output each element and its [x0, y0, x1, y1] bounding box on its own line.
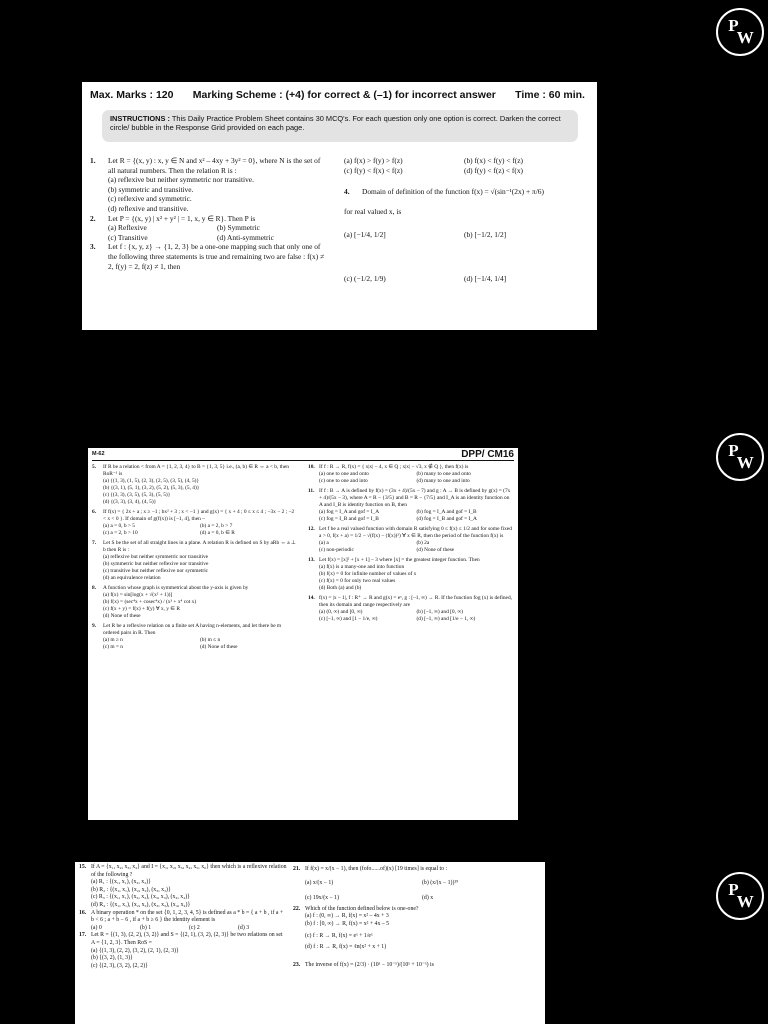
option[interactable]: (a) {(1, 3), (1, 5), (2, 3), (2, 5), (3, 5), (4, 5)}: [103, 478, 200, 484]
option[interactable]: (b) [−1/2, 1/2]: [464, 230, 507, 240]
question-21: 21. If f(x) = x/(x − 1), then (fofo......of)(x) [19 times] is equal to : (a) x/(x − 1) (b) (x/(x − 1))¹⁹ (c) 19x/(x − 1) (d) x: [293, 866, 539, 903]
option[interactable]: (c) f : R → R, f(x) = eˣ + 1/eˣ: [305, 932, 373, 939]
option[interactable]: (c) reflexive and symmetric.: [108, 194, 192, 204]
option[interactable]: (d) fog = I_B and gof = I_A: [416, 516, 477, 522]
logo-letter-w: W: [736, 453, 752, 472]
option[interactable]: (d) f(y) < f(z) < f(x): [464, 165, 524, 175]
option[interactable]: (a) f(x) is a many-one and into function: [319, 564, 405, 570]
option[interactable]: (a) fog = I_A and gof = I_A: [319, 509, 380, 515]
question-3-options: [344, 156, 584, 175]
option[interactable]: (a) one to one and onto: [319, 471, 369, 477]
option[interactable]: (b) 1: [140, 924, 152, 931]
option[interactable]: (b) many to one and onto: [416, 471, 471, 477]
question-7: 7. Let S be the set of all straight lines in a plane. A relation R is defined on S by aRb ⇔ a ⊥ b then R is : (a) reflexive but neither symmetric nor transitive (b) symmetric but neither reflexive nor transitive (c) transitive but neither reflexive nor symmetric (d) an equivalence relation: [92, 540, 296, 581]
instructions-box: [102, 110, 578, 142]
page2-right-column: [308, 464, 514, 623]
option[interactable]: (b) symmetric but neither reflexive nor transitive: [103, 561, 209, 567]
option[interactable]: (b) f(x) = (sec⁴x + cosec⁴x) / (x³ + x⁴ cot x): [103, 599, 197, 605]
option[interactable]: (a) (0, ∞) and [0, ∞): [319, 609, 363, 615]
option[interactable]: (b) R₂ : {(x₁, x₁), (x₂, x₂), (x₃, x₃)}: [91, 886, 171, 893]
option[interactable]: (c) (−1/2, 1/9): [344, 273, 386, 283]
option[interactable]: (a) 0: [91, 924, 102, 931]
dpp-title: DPP/ CM16: [461, 449, 514, 460]
option[interactable]: (d) Both (a) and (b): [319, 585, 362, 591]
header-row: [90, 89, 585, 101]
page-code: M-62: [92, 451, 105, 457]
logo-letter-p: P: [728, 880, 737, 899]
option[interactable]: (a) a: [319, 540, 329, 546]
pw-logo-icon: [716, 8, 764, 56]
option[interactable]: (c) fog = I_B and gof = I_B: [319, 516, 379, 522]
option[interactable]: (a) {(1, 3), (2, 2), (3, 2), (2, 1), (2, 3)}: [91, 947, 179, 954]
option[interactable]: (d) Anti-symmetric: [217, 232, 274, 242]
question-8: 8. A function whose graph is symmetrical about the y-axis is given by (a) f(x) = sin[log(x + √(x² + 1))] (b) f(x) = (sec⁴x + cosec⁴x) / (x³ + x⁴ cot x) (c) f(x + y) = f(x) + f(y) ∀ x, y ∈ R (d) None of these: [92, 585, 297, 620]
option[interactable]: (d) None of these: [416, 547, 455, 553]
option[interactable]: (c) f(x + y) = f(x) + f(y) ∀ x, y ∈ R: [103, 606, 180, 612]
instructions-label: INSTRUCTIONS :: [110, 114, 170, 123]
option[interactable]: (b) {(3, 1), (5, 1), (3, 2), (5, 2), (5, 3), (5, 4)}: [103, 485, 200, 491]
page1-left-column: [90, 156, 326, 271]
option[interactable]: (c) a = 2, b > 10: [103, 530, 138, 536]
page3-right-column: [293, 866, 539, 969]
logo-letter-w: W: [736, 892, 752, 911]
question-2: 2. Let P = {(x, y) | x² + y² | = 1, x, y ∈ R}. Then P is (a) Reflexive (b) Symmetric (c) Transitive (d) Anti-symmetric: [90, 214, 326, 243]
option[interactable]: (c) [–1, ∞) and [1 − 1/e, ∞): [319, 616, 378, 622]
option[interactable]: (c) m = n: [103, 644, 123, 650]
option[interactable]: (a) a = 0, b > 5: [103, 523, 135, 529]
option[interactable]: (d) 3: [238, 924, 250, 931]
option[interactable]: (b) (x/(x − 1))¹⁹: [422, 879, 459, 886]
option[interactable]: (d) None of these: [103, 613, 141, 619]
option[interactable]: (b) {(3, 2), (1, 3)}: [91, 955, 133, 962]
option[interactable]: (b) f(x) = 0 for infinite number of values of x: [319, 571, 417, 577]
marking-scheme: Marking Scheme : (+4) for correct & (–1) for incorrect answer: [192, 89, 496, 101]
option[interactable]: (a) Reflexive: [108, 223, 147, 233]
option[interactable]: (a) m ≥ n: [103, 637, 123, 643]
question-14: 14. f(x) = |x – 1|, f : R⁺ → R and g(x) = eˣ, g : [–1, ∞) → R. If the function fog (x) is defined, then its domain and range respectively are (a) (0, ∞) and [0, ∞) (b) [–1, ∞) and [0, ∞) (c) [–1, ∞) and [1 − 1/e, ∞) (d) [–1, ∞) and [1/e − 1, ∞): [308, 595, 512, 622]
question-10: 10. If f : R → R, f(x) = { x|x| − 4, x ∈ Q ; x|x| − √3, x ∉ Q }, then f(x) is (a) one to one and onto (b) many to one and onto (c) one to one and into (d) many to one and into: [308, 464, 514, 485]
option[interactable]: (a) f(x) = sin[log(x + √(x² + 1))]: [103, 592, 173, 598]
option[interactable]: (a) [−1/4, 1/2]: [344, 230, 386, 240]
option[interactable]: (b) symmetric and transitive.: [108, 184, 194, 194]
question-3: 3. Let f : {x, y, z} → {1, 2, 3} be a one-one mapping such that only one of the following three statements is true and remaining two are false : f(x) ≠ 2, f(y) = 2, f(z) ≠ 1, then: [90, 242, 325, 271]
question-13: 13. Let f(x) = [x]² + [x + 1] – 3 where [x] = the greatest integer function. Then (a) f(x) is a many-one and into function (b) f(x) = 0 for infinite number of values of x (c) f(x) = 0 for only two real values (d) Both (a) and (b): [308, 557, 514, 592]
option[interactable]: (c) non-periodic: [319, 547, 354, 553]
option[interactable]: (d) reflexive and transitive.: [108, 203, 189, 213]
pw-logo-icon: [716, 433, 764, 481]
option[interactable]: (c) f(x) = 0 for only two real values: [319, 578, 396, 584]
option[interactable]: (b) Symmetric: [217, 223, 260, 233]
logo-letter-p: P: [728, 441, 737, 460]
option[interactable]: (b) 2a: [416, 540, 430, 546]
option[interactable]: (b) f(x) < f(y) < f(z): [464, 156, 524, 165]
option[interactable]: (d) [−1/4, 1/4]: [464, 273, 507, 283]
page-1: [82, 82, 597, 330]
option[interactable]: (a) R₁ : {(x₁, x₁), (x₂, x₂)}: [91, 879, 151, 886]
question-5: 5. If R be a relation < from A = {1, 2, 3, 4} to B = {1, 3, 5} i.e., (a, b) ∈ R ⇔ a < b, then RoR⁻¹ is (a) {(1, 3), (1, 5), (2, 3), (2, 5), (3, 5), (4, 5)} (b) {(3, 1), (5, 1), (3, 2), (5, 2), (5, 3), (5, 4)} (c) {(3, 3), (3, 5), (5, 3), (5, 5)} (d) {(3, 3), (3, 4), (4, 5)}: [92, 464, 297, 506]
question-17: 17. Let R = {(1, 3), (2, 2), (3, 2)} and S = {(2, 1), (3, 2), (2, 3)} be two relations on set A = {1, 2, 3}. Then RoS = (a) {(1, 3), (2, 2), (3, 2), (2, 1), (2, 3)} (b) {(3, 2), (1, 3)} (c) {(2, 3), (3, 2), (2, 2)}: [79, 932, 287, 970]
time-limit: Time : 60 min.: [515, 89, 585, 101]
option[interactable]: (d) x: [422, 895, 434, 902]
logo-letter-p: P: [728, 16, 737, 35]
question-23: 23. The inverse of f(x) = (2/3) · (10ˣ − 10⁻ˣ)/(10ˣ + 10⁻ˣ) is: [293, 961, 434, 968]
question-4: 4. Domain of definition of the function f(x) = √(sin⁻¹(2x) + π/6) for real valued x, is (a) [−1/4, 1/2] (b) [−1/2, 1/2] (c) (−1/2, 1/9) (d) [−1/4, 1/4]: [344, 187, 584, 283]
option[interactable]: (b) a = 2, b > 7: [200, 523, 233, 529]
option[interactable]: (c) 2: [189, 924, 200, 931]
option[interactable]: (c) R₃ : {(x₁, x₁), (x₂, x₂), (x₃, x₃), (x₄, x₄)}: [91, 894, 190, 901]
page-2: [88, 448, 518, 820]
option[interactable]: (d) {(3, 3), (3, 4), (4, 5)}: [103, 499, 157, 505]
logo-letter-w: W: [736, 28, 752, 47]
option[interactable]: (a) f : (0, ∞) → R, f(x) = x² – 4x + 3: [305, 913, 389, 920]
question-22: 22. Which of the function defined below is one-one? (a) f : (0, ∞) → R, f(x) = x² – 4x + 3 (b) f : [0, ∞) → R, f(x) = x² + 4x – 5 (c) f : R → R, f(x) = eˣ + 1/eˣ (d) f : R → R, f(x) = ℓn(x² + x + 1): [293, 906, 539, 952]
question-1: 1. Let R = {(x, y) : x, y ∈ N and x² – 4xy + 3y² = 0}, where N is the set of all natural numbers. Then the relation R is : (a) reflexive but neither symmetric nor transitive. (b) symmetric and transitive. (c) reflexive and symmetric. (d) reflexive and transitive.: [90, 156, 326, 214]
question-15: 15. If A = {x₁, x₂, x₃, x₄} and I = {x₁, x₂, x₃, x₄, x₅, x₆} then which is a reflexive relation of the following ? (a) R₁ : {(x₁, x₁), (x₂, x₂)} (b) R₂ : {(x₁, x₁), (x₂, x₂), (x₃, x₃)} (c) R₃ : {(x₁, x₁), (x₂, x₂), (x₃, x₃), (x₄, x₄)} (d) R₄ : {(x₁, x₁), (x₂, x₂), (x₃, x₃), (x₄, x₄)}: [79, 864, 287, 908]
option[interactable]: (d) a = 0, b ∈ R: [200, 530, 235, 536]
option[interactable]: (c) {(3, 3), (3, 5), (5, 3), (5, 5)}: [103, 492, 171, 498]
option[interactable]: (b) [–1, ∞) and [0, ∞): [416, 609, 463, 615]
option[interactable]: (a) reflexive but neither symmetric nor transitive.: [108, 175, 254, 185]
question-11: 11. If f : B → A is defined by f(x) = (3x + 4)/(5x − 7) and g : A → B is defined by g(x) = (7x + 4)/(5x − 3), where A = R − {3/5} and B = R − {7/5} and I_A is an identity function on A and I_B is identity function on B, then (a) fog = I_A and gof = I_A (b) fog = I_A and gof = I_B (c) fog = I_B and gof = I_B (d) fog = I_B and gof = I_A: [308, 488, 514, 523]
option[interactable]: (a) f(x) > f(y) > f(z): [344, 156, 403, 165]
option[interactable]: (d) an equivalence relation: [103, 575, 161, 581]
question-9: 9. Let R be a reflexive relation on a finite set A having n-elements, and let there be m ordered pairs in R. Then (a) m ≥ n (b) m ≤ n (c) m = n (d) None of these: [92, 623, 297, 651]
pw-logo-icon: [716, 872, 764, 920]
option[interactable]: (b) m ≤ n: [200, 637, 221, 643]
option[interactable]: (c) f(y) < f(x) < f(z): [344, 165, 403, 175]
page1-right-column: [344, 156, 584, 284]
page2-left-column: [92, 464, 297, 651]
option[interactable]: (d) None of these: [200, 644, 238, 650]
question-16: 16. A binary operation * on the set {0, 1, 2, 3, 4, 5} is defined as a * b = { a + b , if a + b < 6 ; a + b − 6 , if a + b ≥ 6 } the identity element is (a) 0 (b) 1 (c) 2 (d) 3: [79, 910, 287, 933]
option[interactable]: (a) reflexive but neither symmetric nor transitive: [103, 554, 209, 560]
page-3: [75, 862, 545, 1024]
option[interactable]: (c) Transitive: [108, 232, 148, 242]
option[interactable]: (d) many to one and into: [416, 478, 470, 484]
page3-left-column: [79, 864, 287, 970]
option[interactable]: (c) one to one and into: [319, 478, 368, 484]
option[interactable]: (c) {(2, 3), (3, 2), (2, 2)}: [91, 962, 148, 969]
option[interactable]: (c) 19x/(x − 1): [305, 895, 340, 902]
dpp-header: [92, 450, 514, 461]
option[interactable]: (a) x/(x − 1): [305, 879, 334, 886]
option[interactable]: (d) R₄ : {(x₁, x₁), (x₂, x₂), (x₃, x₃), (x₄, x₄)}: [91, 901, 191, 908]
option[interactable]: (d) [–1, ∞) and [1/e − 1, ∞): [416, 616, 476, 622]
option[interactable]: (d) f : R → R, f(x) = ℓn(x² + x + 1): [305, 944, 387, 951]
max-marks: Max. Marks : 120: [90, 89, 174, 101]
question-6: 6. If f(x) = { 2x + a ; x ≥ −1 ; bx² + 3 ; x < −1 } and g(x) = { x + 4 ; 0 ≤ x ≤ 4 ; −3x − 2 ; −2 < x < 0 }. If domain of g(f(x)) is [−1, 4], then – (a) a = 0, b > 5 (b) a = 2, b > 7 (c) a = 2, b > 10 (d) a = 0, b ∈ R: [92, 509, 297, 537]
option[interactable]: (b) fog = I_A and gof = I_B: [416, 509, 477, 515]
option[interactable]: (b) f : [0, ∞) → R, f(x) = x² + 4x – 5: [305, 920, 390, 927]
question-12: 12. Let f be a real valued function with domain R satisfying 0 ≤ f(x) ≤ 1/2 and for some fixed a > 0, f(x + a) = 1/2 − √(f(x) − (f(x))²) ∀ x ∈ R, then the period of the function f(x) is (a) a (b) 2a (c) non-periodic (d) None of these: [308, 526, 514, 554]
option[interactable]: (c) transitive but neither reflexive nor symmetric: [103, 568, 209, 574]
instructions-text: This Daily Practice Problem Sheet contains 30 MCQ's. For each question only one option is correct. Darken the correct circle/ bubble in the Response Grid provided on each page.: [110, 114, 561, 132]
